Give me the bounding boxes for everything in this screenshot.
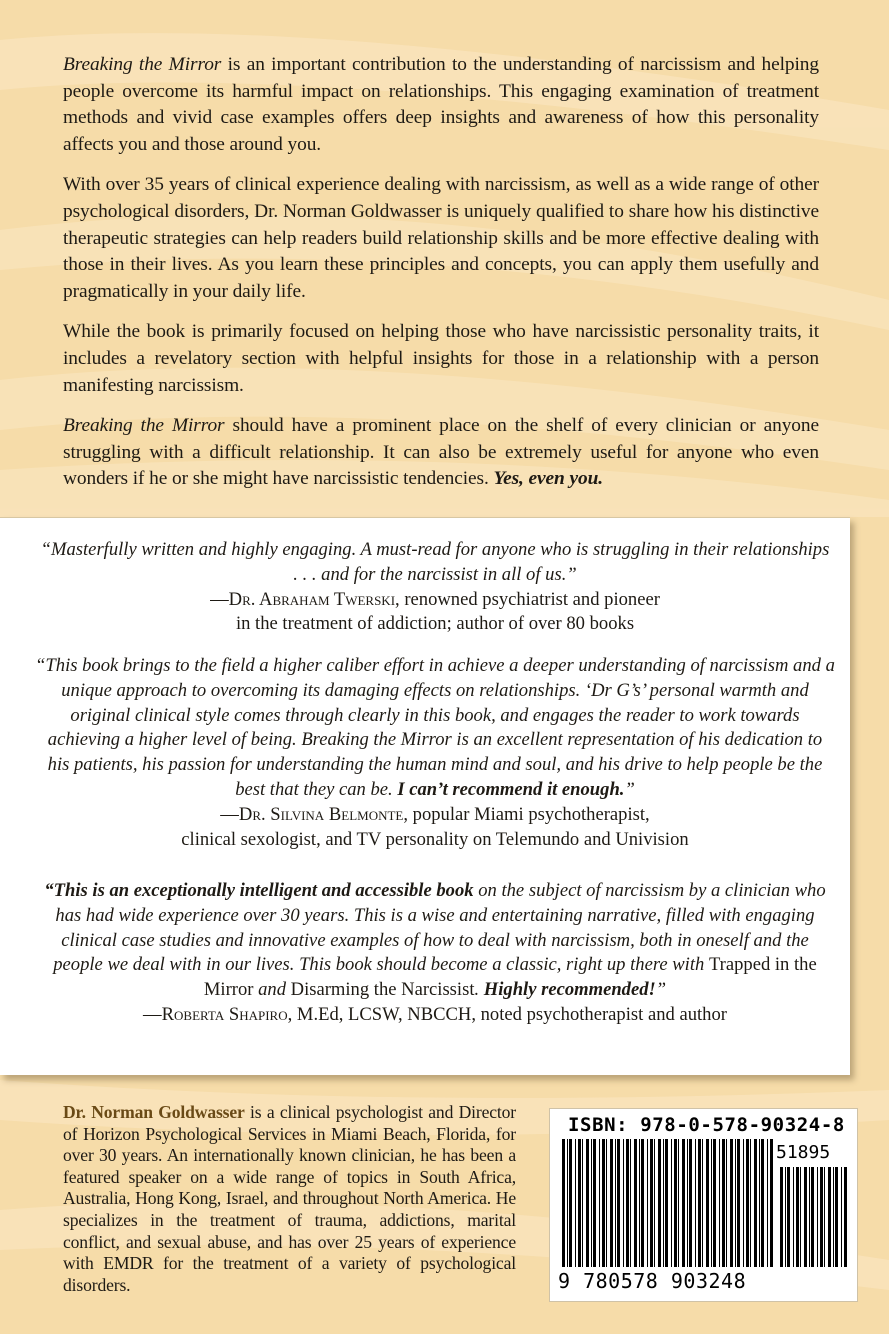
barcode-bar <box>780 1167 783 1267</box>
barcode-bar <box>682 1139 685 1267</box>
isbn-label: ISBN: 978-0-578-90324-8 <box>568 1114 845 1136</box>
testimonial-3 <box>35 879 835 1028</box>
barcode-bar <box>719 1139 720 1267</box>
barcode-bar <box>785 1167 786 1267</box>
barcode-bar <box>844 1167 847 1267</box>
testimonial-author: Dr. Abraham Twerski <box>228 588 396 610</box>
barcode-bar <box>770 1139 773 1267</box>
barcode-bar <box>569 1139 572 1267</box>
author-bio: Dr. Norman Goldwasser is a clinical psychologist and Director of Horizon Psychological Services in Miami Beach, Florida, for over 30 years. An internationally known clinician, he has been a featured speaker on a wide range of topics in South Africa, Australia, Hong Kong, Israel, and throughout North America. He specializes in the treatment of trauma, addictions, marital conflict, and sexual abuse, and has over 25 years of experience with EMDR for the treatment of a variety of psychological disorders. <box>63 1102 516 1295</box>
testimonial-attribution: —Dr. Silvina Belmonte, popular Miami psychotherapist, <box>220 803 650 825</box>
barcode-bar <box>562 1139 565 1267</box>
barcode-bar <box>737 1139 740 1267</box>
barcode-bar <box>735 1139 736 1267</box>
author-name: Dr. Norman Goldwasser <box>63 1102 245 1122</box>
barcode-bar <box>730 1139 733 1267</box>
testimonial-attribution: —Dr. Abraham Twerski, renowned psychiatrist and pioneer <box>210 588 660 610</box>
book-description <box>63 52 819 507</box>
barcode-bar <box>800 1167 801 1267</box>
barcode-bar <box>695 1139 696 1267</box>
barcode-bar <box>743 1139 744 1267</box>
testimonials-panel <box>0 517 850 1075</box>
testimonial-attribution: —Roberta Shapiro, M.Ed, LCSW, NBCCH, noted psychotherapist and author <box>143 1003 727 1025</box>
barcode-bar <box>711 1139 712 1267</box>
barcode-bar <box>678 1139 679 1267</box>
book-title: Breaking the Mirror <box>63 54 222 75</box>
barcode-bar <box>759 1139 760 1267</box>
barcode-bar <box>689 1139 692 1267</box>
barcode-bar <box>623 1139 624 1267</box>
barcode-bar <box>796 1167 799 1267</box>
price-code: 51895 <box>776 1142 831 1163</box>
barcode-bar <box>817 1167 818 1267</box>
barcode-bar <box>610 1139 613 1267</box>
barcode-bar <box>663 1139 664 1267</box>
barcode-bars <box>560 1139 774 1271</box>
barcode-bar <box>793 1167 794 1267</box>
barcode-bar <box>602 1139 605 1267</box>
barcode-bar <box>671 1139 672 1267</box>
barcode-bar <box>665 1139 668 1267</box>
barcode-bar <box>835 1167 838 1267</box>
description-paragraph-3: While the book is primarily focused on helping those who have narcissistic personality traits, it includes a revelatory section with helpful insights for those in a relationship with a person manifesting narcissism. <box>63 321 819 396</box>
barcode-bar <box>647 1139 648 1267</box>
barcode-bar <box>809 1167 810 1267</box>
barcode-bar <box>575 1139 576 1267</box>
testimonial-quote: “This is an exceptionally intelligent and accessible book on the subject of narcissism by a clinician who has had wide experience over 30 years. This is a wise and entertaining narrative, filled with engaging clinical case studies and innovative examples of how to deal with narcissism, both in oneself and the people we deal with in our lives. This book should become a classic, right up there with Trapped in the Mirror and Disarming the Narcissist. Highly recommended!” <box>44 880 826 1001</box>
barcode-bar <box>650 1139 653 1267</box>
barcode-bar <box>615 1139 616 1267</box>
testimonial-author: Roberta Shapiro <box>161 1003 288 1025</box>
testimonial-2: “This book brings to the field a higher caliber effort in achieve a deeper understanding of narcissism and a unique approach to overcoming its damaging effects on relationships. ‘Dr G’s’ personal warmth and original clinical style comes through clearly in this book, and engages the reader to work towards achieving a higher level of being. Breaking the Mirror is an excellent representation of his dedication to his patients, his passion for understanding the human mind and soul, and his drive to help people be the best that they can be. I can’t recommend it enough.” —Dr. Silvina Belmonte, popular Miami psychotherapist, clinical sexologist, and TV personality on Telemundo and Univision <box>35 655 835 850</box>
barcode-bar <box>582 1139 583 1267</box>
barcode-bar <box>586 1139 589 1267</box>
barcode-bar <box>804 1167 807 1267</box>
barcode-bar <box>617 1139 620 1267</box>
barcode-bar <box>746 1139 749 1267</box>
barcode-bar <box>639 1139 640 1267</box>
description-paragraph-1: Breaking the Mirror is an important contribution to the understanding of narcissism and helping people overcome its harmful impact on relationships. This engaging examination of treatment methods and vivid case examples offers deep insights and awareness of how this personality affects you and those around you. <box>63 54 819 155</box>
barcode-bar <box>811 1167 814 1267</box>
barcode-bar <box>687 1139 688 1267</box>
description-paragraph-2: With over 35 years of clinical experience dealing with narcissism, as well as a wide range of other psychological disorders, Dr. Norman Goldwasser is uniquely qualified to share how his distinctive therapeutic strategies can help readers build relationship skills and be more effective dealing with those in their lives. As you learn these principles and concepts, you can apply them usefully and pragmatically in your daily life. <box>63 174 819 302</box>
testimonial-quote: “Masterfully written and highly engaging. A must-read for anyone who is struggling in their relationships . . . and for the narcissist in all of us.” <box>40 539 830 585</box>
barcode-bar <box>567 1139 568 1267</box>
description-paragraph-4: Breaking the Mirror should have a prominent place on the shelf of every clinician or anyone struggling with a difficult relationship. It can also be extremely useful for anyone who even wonders if he or she might have narcissistic tendencies. Yes, even you. <box>63 415 819 490</box>
barcode-bar <box>828 1167 831 1267</box>
testimonial-author: Dr. Silvina Belmonte <box>238 803 404 825</box>
barcode-bar <box>767 1139 768 1267</box>
barcode-bar <box>626 1139 629 1267</box>
barcode-bar <box>599 1139 600 1267</box>
barcode-bar <box>606 1139 607 1267</box>
barcode-bar <box>706 1139 709 1267</box>
barcode-bar <box>593 1139 596 1267</box>
testimonial-quote: “This book brings to the field a higher caliber effort in achieve a deeper understanding of narcissism and a unique approach to overcoming its damaging effects on relationships. ‘Dr G’s’ personal warmth and original clinical style comes through clearly in this book, and engages the reader to work towards achieving a higher level of being. Breaking the Mirror is an excellent representation of his dedication to his patients, his passion for understanding the human mind and soul, and his drive to help people be the best that they can be. I can’t recommend it enough.” <box>35 655 835 800</box>
barcode-bar <box>641 1139 644 1267</box>
barcode-bar <box>713 1139 716 1267</box>
barcode-bar <box>658 1139 661 1267</box>
barcode-bar <box>754 1139 757 1267</box>
barcode-bar <box>726 1139 727 1267</box>
barcode-bar <box>824 1167 825 1267</box>
barcode-bar <box>654 1139 655 1267</box>
testimonial-1: “Masterfully written and highly engaging. A must-read for anyone who is struggling in their relationships . . . and for the narcissist in all of us.” —Dr. Abraham Twerski, renowned psychiatrist and pioneer in the treatment of addiction; author of over 80 books <box>40 539 830 635</box>
barcode-bar <box>702 1139 703 1267</box>
barcode-bar <box>578 1139 581 1267</box>
barcode-bar <box>833 1167 834 1267</box>
barcode-bar <box>634 1139 637 1267</box>
barcode-bar <box>841 1167 842 1267</box>
barcode-bar <box>750 1139 751 1267</box>
barcode-bar <box>674 1139 677 1267</box>
barcode-bar <box>591 1139 592 1267</box>
barcode-bar <box>722 1139 725 1267</box>
tagline: Yes, even you. <box>493 468 603 490</box>
barcode-bar <box>630 1139 631 1267</box>
ean-digits: 9 780578 903248 <box>558 1269 747 1293</box>
isbn-barcode <box>549 1108 858 1302</box>
barcode-bar <box>787 1167 790 1267</box>
barcode-bar <box>820 1167 823 1267</box>
price-barcode-bars <box>778 1167 848 1297</box>
barcode-bar <box>698 1139 701 1267</box>
barcode-bar <box>761 1139 764 1267</box>
book-title: Breaking the Mirror <box>63 415 225 437</box>
